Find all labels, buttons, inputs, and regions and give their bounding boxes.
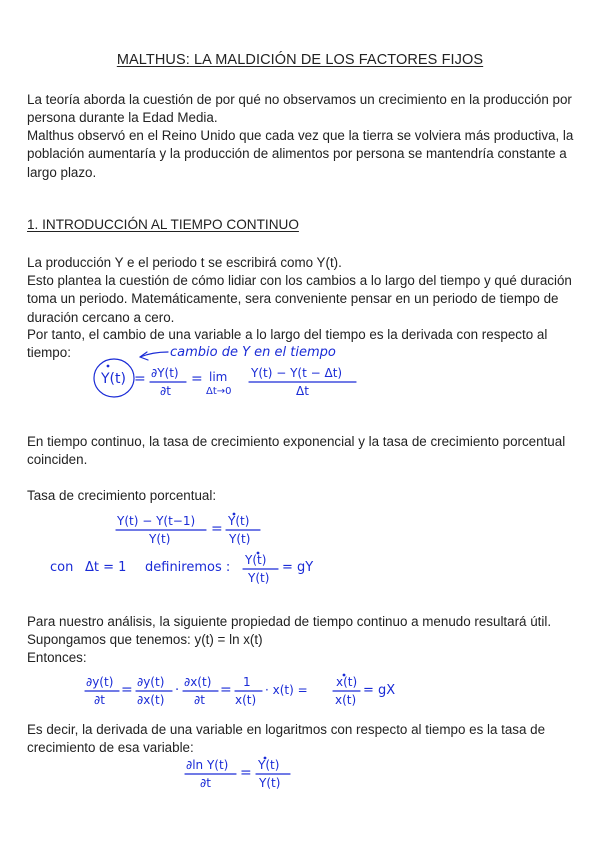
eq2-num2: Y(t): [228, 514, 250, 528]
eq1-den1: ∂t: [160, 384, 171, 398]
paragraph-production: La producción Y e el periodo t se escribirá como Y(t).: [27, 255, 342, 270]
eq1-lhs: Y(t): [101, 371, 126, 387]
eq4-num4: 1: [243, 675, 251, 689]
eq3-num: Y(t): [245, 553, 267, 567]
equation-percent-rate: [116, 513, 260, 546]
paragraph-time-question: Esto plantea la cuestión de cómo lidiar con los cambios a lo largo del tiempo y qué duración toma un periodo. Matemáticamente, sera conveniente pensar en un periodo de tiempo de duración cercano a cero.: [27, 273, 572, 325]
eq3-con: con: [50, 560, 74, 575]
eq1-num1: ∂Y(t): [151, 366, 179, 380]
paragraph-percent-rate-label: Tasa de crecimiento porcentual:: [27, 488, 217, 503]
intro-paragraph-1: La teoría aborda la cuestión de por qué no observamos un crecimiento en la producción por persona durante la Edad Media.: [27, 92, 572, 126]
paragraph-derivative: Por tanto, el cambio de una variable a lo largo del tiempo es la derivada con respecto al tiempo:: [27, 327, 548, 361]
paragraph-then: Entonces:: [27, 650, 87, 665]
eq5-equals: =: [240, 765, 252, 781]
eq4-equals-2: =: [220, 682, 232, 698]
eq5-den2: Y(t): [259, 776, 281, 790]
eq4-rhs: = gX: [363, 683, 396, 698]
eq3-den: Y(t): [248, 571, 270, 585]
eq4-den2: ∂x(t): [137, 693, 165, 707]
eq4-mid: · x(t) =: [265, 683, 308, 697]
section-heading: 1. INTRODUCCIÓN AL TIEMPO CONTINUO: [27, 217, 299, 232]
eq4-num1: ∂y(t): [86, 675, 114, 689]
eq4-dot: ·: [175, 683, 180, 698]
eq4-den5: x(t): [335, 693, 357, 707]
eq4-equals-1: =: [121, 682, 133, 698]
eq4-den3: ∂t: [194, 693, 205, 707]
eq1-lim: lim: [209, 370, 228, 384]
eq3-define: definiremos :: [145, 560, 231, 575]
eq1-den2: Δt: [296, 384, 309, 398]
paragraph-suppose: Supongamos que tenemos: y(t) = ln x(t): [27, 632, 263, 647]
eq5-num2: Y(t): [258, 758, 280, 772]
eq5-num1: ∂ln Y(t): [186, 758, 229, 772]
eq4-den1: ∂t: [94, 693, 105, 707]
equation-log-chain: [85, 674, 395, 707]
eq3-delta: Δt = 1: [85, 560, 127, 575]
eq1-equals: =: [134, 371, 146, 387]
eq1-equals-2: =: [191, 371, 203, 387]
eq4-num2: ∂y(t): [137, 675, 165, 689]
eq5-den1: ∂t: [200, 776, 211, 790]
dot-mark: [107, 365, 110, 368]
equation-log-rate: [185, 757, 290, 790]
paragraph-log-derivative: Es decir, la derivada de una variable en logaritmos con respecto al tiempo es la tasa de crecimiento de esa variable:: [27, 722, 546, 756]
eq4-den4: x(t): [235, 693, 257, 707]
page-title: MALTHUS: LA MALDICIÓN DE LOS FACTORES FIJOS: [116, 52, 484, 68]
eq4-num5: x(t): [336, 675, 358, 689]
eq2-den1: Y(t): [149, 532, 171, 546]
equation-derivative: [94, 345, 356, 398]
eq2-equals: =: [211, 521, 223, 537]
eq2-den2: Y(t): [229, 532, 251, 546]
eq1-num2: Y(t) − Y(t − Δt): [251, 366, 343, 380]
annotation-text: cambio de Y en el tiempo: [170, 345, 336, 360]
paragraph-continuous-rates: En tiempo continuo, la tasa de crecimiento exponencial y la tasa de crecimiento porcentual coinciden.: [27, 434, 566, 468]
eq4-num3: ∂x(t): [184, 675, 212, 689]
eq3-rhs: = gY: [282, 560, 314, 575]
equation-definition: [50, 552, 313, 585]
eq1-lim-sub: Δt→0: [206, 386, 232, 397]
eq2-num1: Y(t) − Y(t−1): [117, 514, 196, 528]
intro-paragraph-2: Malthus observó en el Reino Unido que cada vez que la tierra se volviera más productiva, la población aumentaría y la producción de alimentos por persona se mantendría constante a largo plazo.: [27, 128, 574, 180]
paragraph-property: Para nuestro análisis, la siguiente propiedad de tiempo continuo a menudo resultará útil.: [27, 614, 552, 629]
